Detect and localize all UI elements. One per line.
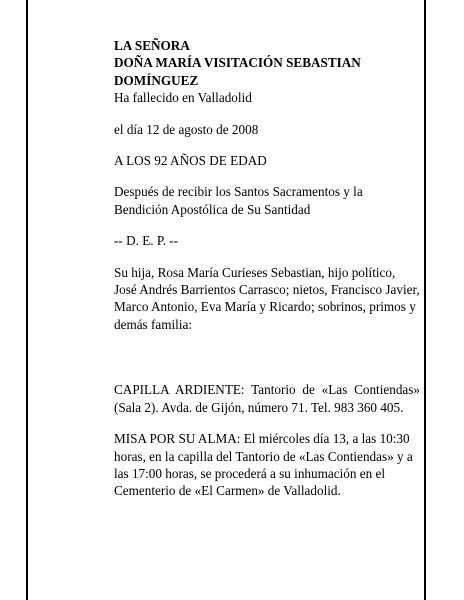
- place-of-death: Ha fallecido en Valladolid: [114, 90, 252, 106]
- chapel-paragraph: CAPILLA ARDIENTE: Tantorio de «Las Contiendas» (Sala 2). Avda. de Gijón, número 71. Tel. 983 360 405.: [114, 382, 420, 415]
- sacraments-paragraph: Después de recibir los Santos Sacramentos y la Bendición Apostólica de Su Santidad: [114, 184, 363, 217]
- obituary-notice: [114, 37, 420, 500]
- dep-line: -- D. E. P. --: [114, 233, 179, 249]
- title-line-1: LA SEÑORA: [114, 38, 190, 53]
- title-line-2: DOÑA MARÍA VISITACIÓN SEBASTIAN DOMÍNGUEZ: [114, 55, 361, 88]
- age-line: A LOS 92 AÑOS DE EDAD: [114, 153, 267, 169]
- family-paragraph: Su hija, Rosa María Curieses Sebastian, hijo político, José Andrés Barrientos Carrasco; nietos, Francisco Javier, Marco Antonio, Eva María y Ricardo; sobrinos, primos y demás familia:: [114, 264, 420, 332]
- mass-paragraph: MISA POR SU ALMA: El miércoles día 13, a las 10:30 horas, en la capilla del Tantorio de «Las Contiendas» y a las 17:00 horas, se procederá a su inhumación en el Cementerio de «El Carmen» de Valladolid.: [114, 431, 413, 499]
- date-of-death: el día 12 de agosto de 2008: [114, 121, 259, 137]
